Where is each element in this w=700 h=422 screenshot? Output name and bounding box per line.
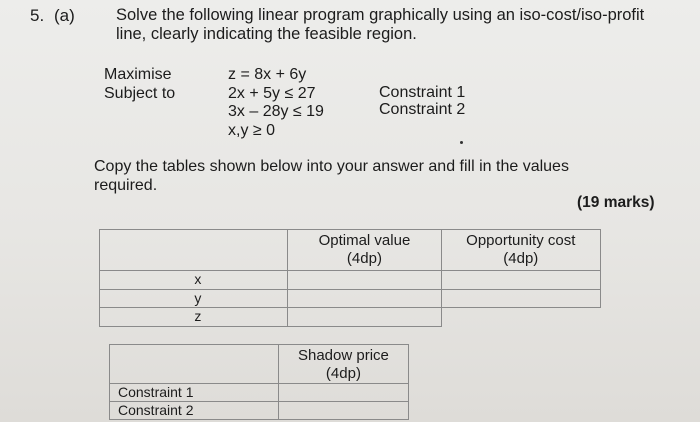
results-table	[99, 229, 601, 327]
opportunity-cost-title: Opportunity cost	[466, 232, 576, 249]
table-row	[110, 384, 409, 402]
row-label-z: z	[100, 308, 288, 327]
row-label-y: y	[100, 290, 288, 308]
constraint-2-label: Constraint 2	[379, 101, 466, 118]
stray-mark	[460, 141, 463, 144]
empty-cell	[441, 308, 600, 327]
marks-label: (19 marks)	[577, 194, 655, 211]
opportunity-x-cell	[441, 271, 600, 290]
instruction-line1: Copy the tables shown below into your answer and fill in the values	[94, 158, 569, 175]
table-row	[100, 308, 601, 327]
opportunity-y-cell	[441, 290, 600, 308]
constraint-1-label: Constraint 1	[379, 84, 466, 101]
table-row	[110, 402, 409, 420]
row-label-x: x	[100, 271, 288, 290]
constraint-1-expr: 2x + 5y ≤ 27	[228, 85, 316, 102]
row-label-constraint-1: Constraint 1	[110, 384, 279, 402]
optimal-z-cell	[288, 308, 441, 327]
optimal-value-precision: (4dp)	[346, 250, 382, 267]
table-row	[100, 271, 601, 290]
shadow-price-table	[109, 344, 409, 420]
optimal-value-header	[288, 230, 441, 271]
row-label-constraint-2: Constraint 2	[110, 402, 279, 420]
shadow-price-c2-cell	[278, 402, 408, 420]
question-text-line2: line, clearly indicating the feasible region.	[116, 25, 417, 43]
optimal-y-cell	[288, 290, 441, 308]
instruction-line2: required.	[94, 177, 158, 194]
non-negativity: x,y ≥ 0	[228, 122, 276, 139]
optimal-value-title: Optimal value	[318, 232, 411, 249]
question-part: (a)	[54, 6, 75, 25]
objective-function: z = 8x + 6y	[228, 66, 307, 83]
table-row	[100, 290, 601, 308]
shadow-price-header	[278, 345, 408, 384]
opportunity-cost-header	[441, 230, 600, 271]
question-text-line1: Solve the following linear program graphically using an iso-cost/iso-profit	[116, 6, 645, 24]
shadow-price-precision: (4dp)	[325, 365, 361, 382]
shadow-price-c1-cell	[278, 384, 408, 402]
shadow-price-title: Shadow price	[297, 347, 389, 364]
table2-corner-cell	[110, 345, 279, 384]
question-number: 5.	[30, 6, 45, 25]
opportunity-cost-precision: (4dp)	[503, 250, 539, 267]
table1-corner-cell	[100, 230, 288, 271]
maximise-label: Maximise	[104, 66, 172, 83]
optimal-x-cell	[288, 271, 441, 290]
constraint-2-expr: 3x – 28y ≤ 19	[228, 103, 324, 120]
subject-to-label: Subject to	[104, 85, 176, 102]
